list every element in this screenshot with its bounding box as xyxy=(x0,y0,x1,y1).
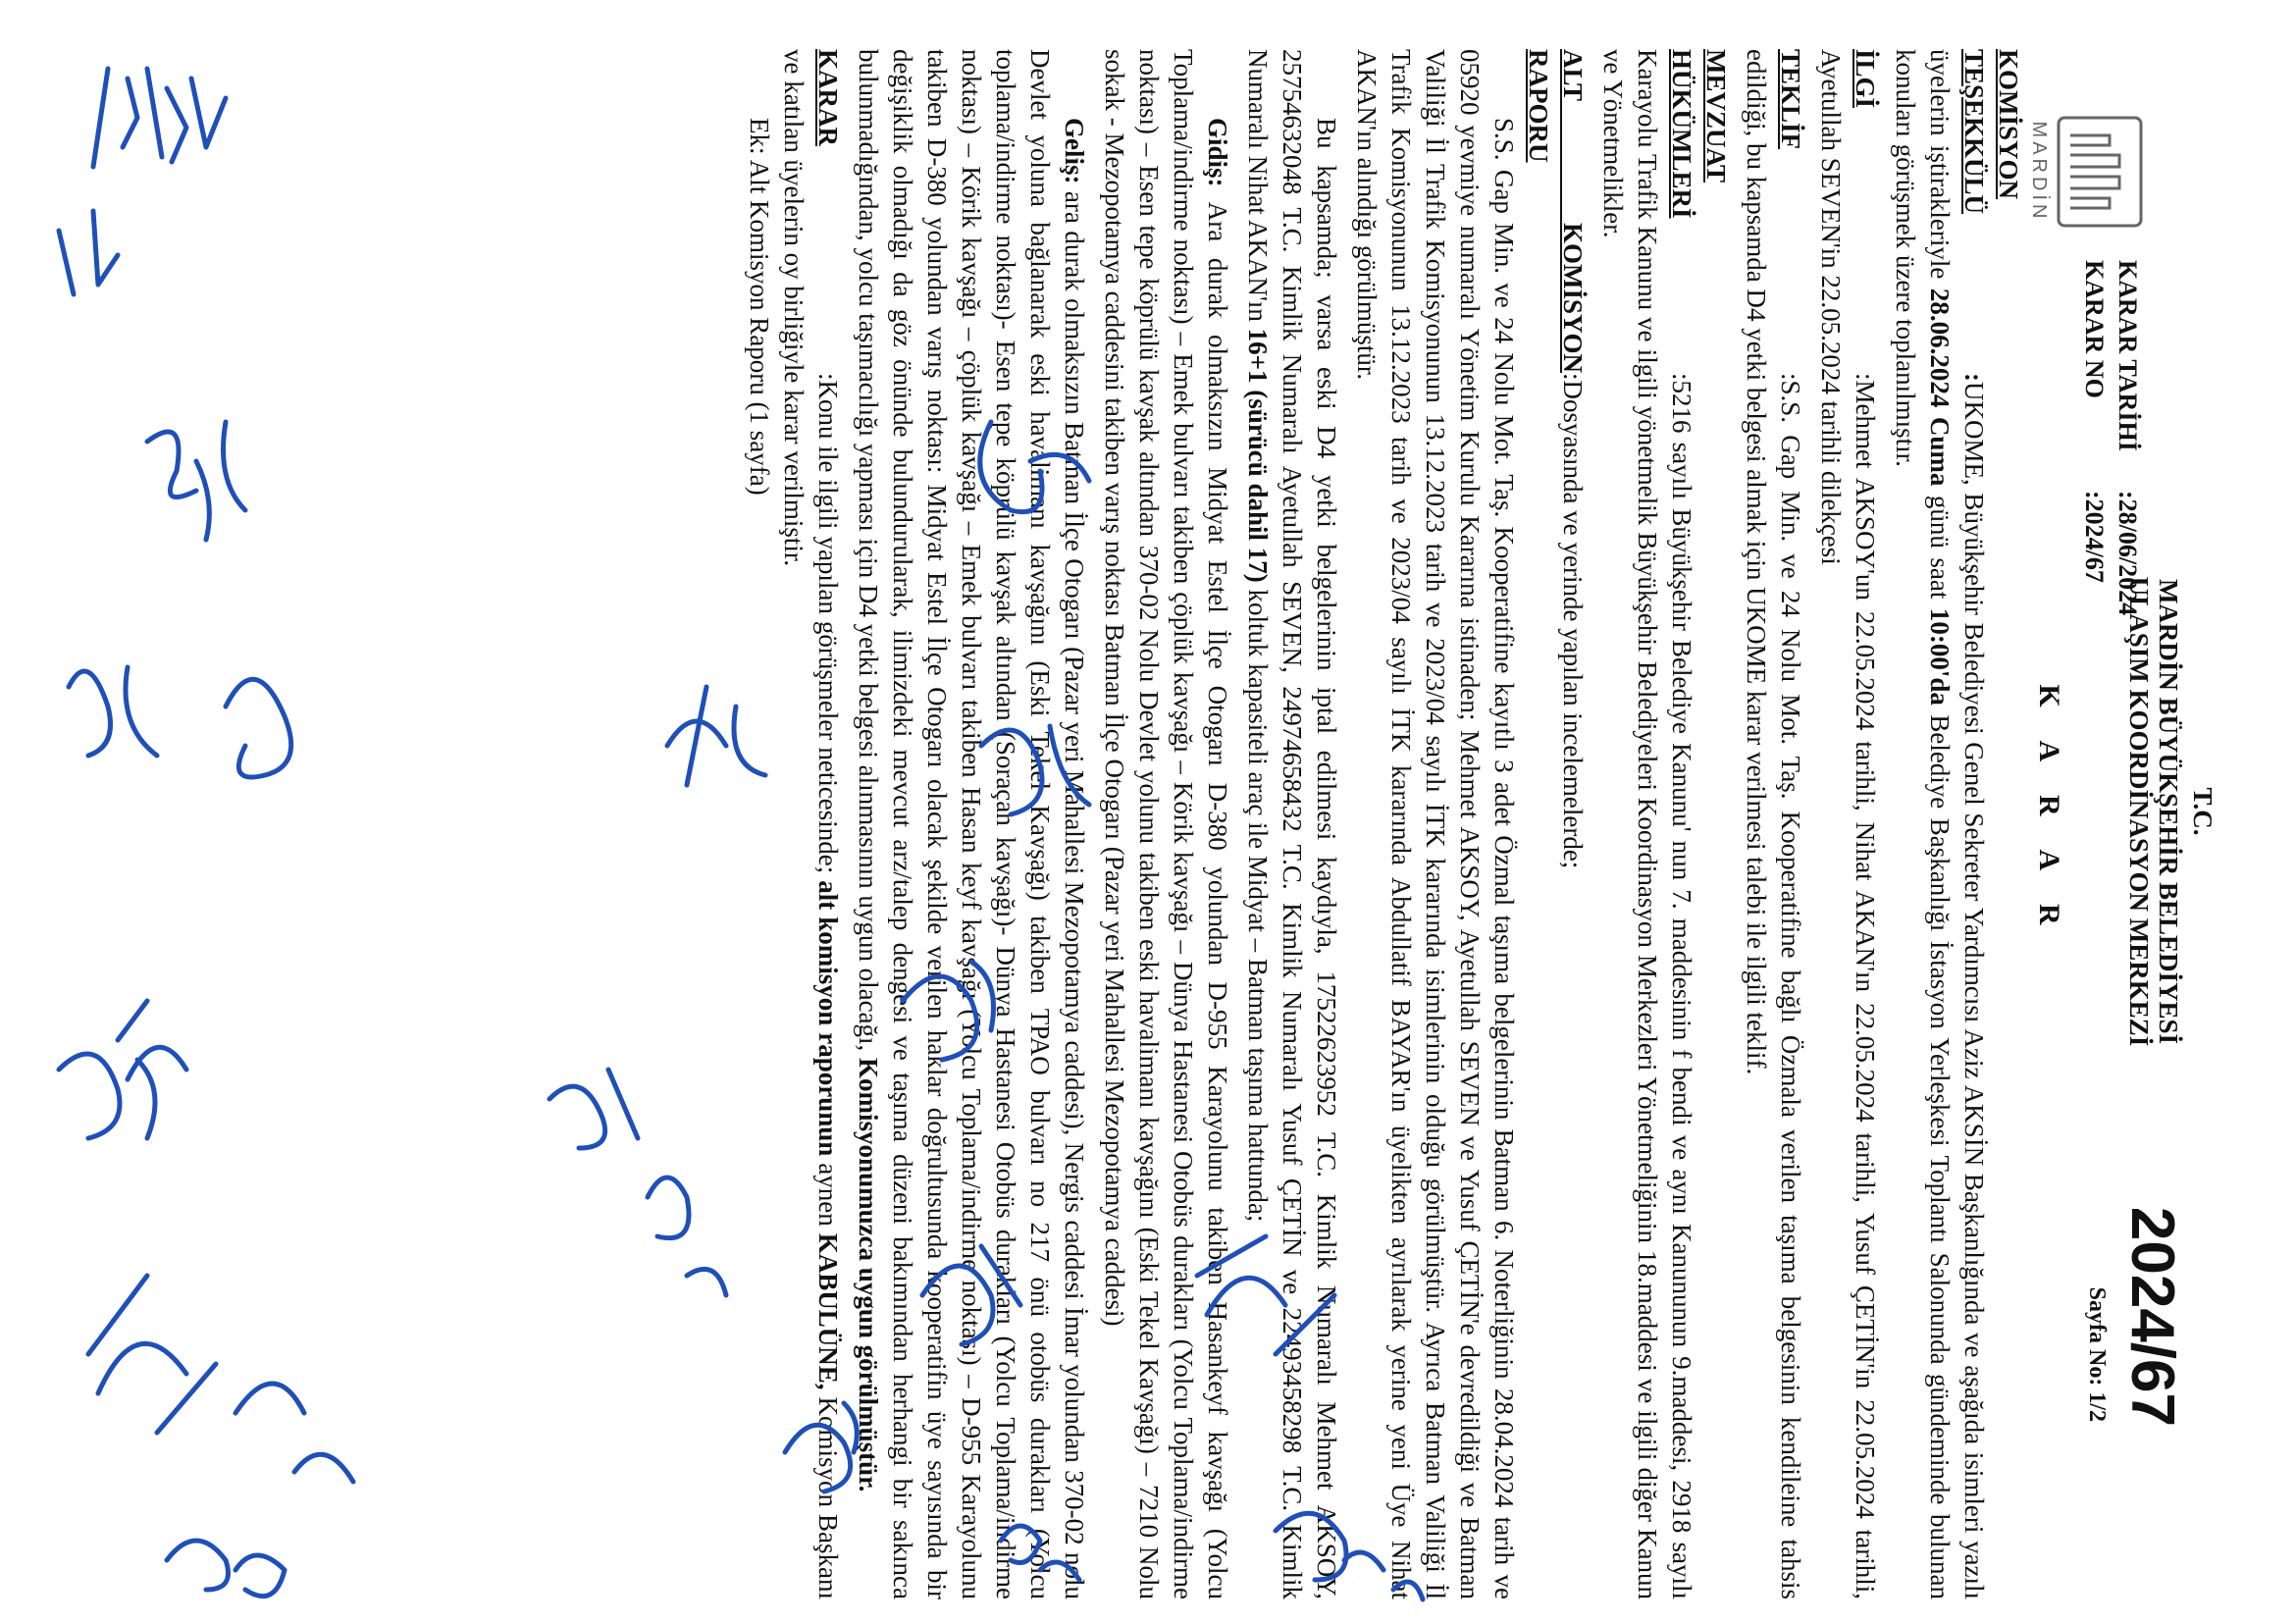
ilgi-label: İLGİ xyxy=(1851,49,1880,109)
section-gidis xyxy=(1097,49,1234,1599)
karar-text-1: :Konu ile ilgili yapılan görüşmeler neticesinde; xyxy=(813,373,843,881)
section-gelis xyxy=(851,49,1091,1599)
gelis-label: Geliş: xyxy=(1060,118,1089,184)
komisyon-label: KOMİSYON xyxy=(1994,49,2023,200)
gidis-label: Gidiş: xyxy=(1203,118,1232,187)
section-teklif xyxy=(1739,49,1807,1599)
decision-meta xyxy=(2077,260,2144,615)
komisyon-text-2: günü saat xyxy=(1925,486,1955,608)
mevzuat-label-2: HÜKÜMLERİ xyxy=(1667,49,1696,219)
karar-no-value: :2024/67 xyxy=(2080,491,2109,583)
institution-line-1: MARDİN BÜYÜKŞEHİR BELEDİYESİ xyxy=(2154,578,2183,1045)
document-number: 2024/67 xyxy=(2118,1206,2186,1427)
karar-tarihi-value: :28/06/2024 xyxy=(2113,491,2142,616)
teklif-text: :S.S. Gap Min. ve 24 Nolu Mot. Taş. Kooperatifine bağlı Özmala verilen taşıma belgesinin kendileine tahsis edildiği, bu kapsamda D4 yetki belgesi almak için UKOME karar verilmesi talebi ile ilgili teklif. xyxy=(1742,49,1805,1599)
svg-text:MARDİN: MARDİN xyxy=(2028,121,2050,223)
teklif-label: TEKLİF xyxy=(1776,49,1805,150)
karar-text-3: Komisyon Başkanı ve katılan üyelerin oy birliğiyle karar verilmiştir. xyxy=(779,49,843,1600)
komisyon-label-2: TEŞEKKÜLÜ xyxy=(1959,49,1989,215)
tc-heading: T.C. xyxy=(2188,787,2218,836)
karar-bold-1: alt komisyon raporunun xyxy=(813,880,843,1157)
komisyon-colon: : xyxy=(1959,373,1989,382)
karar-tarihi-label: KARAR TARİHİ xyxy=(2113,260,2142,451)
gelis-conclusion: Komisyonumuzca uygun görülmüştür. xyxy=(854,1058,883,1492)
section-alt-komisyon xyxy=(1349,49,1590,1599)
komisyon-text-3: Belediye Başkanlığı İstasyon Yerleşkesi Toplantı Salonunda gündeminde bulunan konuları görüşmek üzere toplanılmıştır. xyxy=(1891,49,1955,1599)
karar-bold-2: KABULÜNE, xyxy=(813,1232,843,1390)
komisyon-date: 28.06.2024 Cuma xyxy=(1925,288,1955,487)
kapsam-text: Bu kapsamda; varsa eski D4 yetki belgelerinin iptal edilmesi kaydıyla, 17522623952 T.C. Kimlik Numaralı Mehmet AKSOY, 25754632048 T.C. Kimlik Numaralı Ayetullah SEVEN, 24974658432 T.C. Kimlik Numaralı Yusuf ÇETİN ve 22493458298 T.C. Kimlik Numaralı Nihat AKAN'ın xyxy=(1243,49,1341,1599)
karar-no-label: KARAR NO xyxy=(2080,260,2109,398)
institution-line-2: ULAŞIM KOORDİNASYON MERKEZİ xyxy=(2124,576,2154,1047)
ilgi-text: :Mehmet AKSOY'un 22.05.2024 tarihli, Nihat AKAN'ın 22.05.2024 tarihli, Yusuf ÇETİN'in 22.05.2024 tarihli, Ayetullah SEVEN'in 22.05.2024 tarihli dilekçesi xyxy=(1816,49,1880,1599)
komisyon-time: 10:00'da xyxy=(1925,607,1955,706)
section-kapsam xyxy=(1240,49,1343,1599)
document-body xyxy=(742,49,2031,1599)
ek-text: Ek: Alt Komisyon Raporu (1 sayfa) xyxy=(745,118,774,496)
karar-label: KARAR xyxy=(813,49,843,146)
section-komisyon xyxy=(1888,49,2025,1599)
mevzuat-text: :5216 sayılı Büyükşehir Belediye Kanunu' nun 7. maddesinin f bendi ve aynı Kanununun 9.maddesi, 2918 sayılı Karayolu Trafik Kanunu ve ilgili yönetmelik Büyükşehir Belediyeleri Koordinasyon Merkezleri Yönetmeliğinin 18.maddesi ve ilgili diğer Kanun ve Yönetmelikler. xyxy=(1598,49,1696,1599)
alt-komisyon-text: :Dosyasında ve yerinde yapılan incelemelerde; xyxy=(1558,373,1588,869)
kapsam-end: koltuk kapasiteli araç ile Midyat – Batman taşıma hattunda; xyxy=(1243,582,1273,1223)
alt-komisyon-label: ALT KOMİSYON RAPORU xyxy=(1524,49,1588,373)
document-title: K A R A R xyxy=(2033,684,2065,939)
karar-text-2: aynen xyxy=(813,1156,843,1233)
alt-komisyon-paragraph: S.S. Gap Min. ve 24 Nolu Mot. Taş. Kooperatifine kayıtlı 3 adet Özmal taşıma belgelerinin Batman 6. Noterliğinin 28.04.2024 tarih ve 05920 yevmiye numaralı Yönetim Kurulu Kararına istinaden; Mehmet AKSOY, Ayetullah SEVEN ve Yusuf ÇETİN'e devredildiği ve Batman Valiliği İl Trafik Komisyonunun 13.12.2023 tarih ve 2023/04 sayılı İTK kararında isimlerinin olduğu görülmüştür. Ayrıca Batman Valiliği İl Trafik Komisyonunun 13.12.2023 tarih ve 2023/04 sayılı İTK kararında Abdullatif BAYAR'ın üyelikten ayrılarak yerine yeni Üye Nihat AKAN'ın alındığı görülmüştür. xyxy=(1352,49,1519,1599)
section-ilgi xyxy=(1813,49,1882,1599)
section-mevzuat xyxy=(1595,49,1733,1599)
kapsam-capacity: 16+1 (sürücü dahil 17) xyxy=(1243,328,1273,583)
gelis-text: ara durak olmaksızın Batman İlçe Otogarı (Pazar yeri Mahallesi Mezopotamya caddesi), Nergis caddesi İmar yolundan 370-02 nolu Devlet yoluna bağlanarak eski havalimanı kavşağını (Eski Tekel Kavşağı) takiben TPAO bulvarı no 217 önü otobüs durakları (Yolcu toplama/indirme noktası)- Esen tepe köprülü kavşak altından (Soraçan kavşağı)- Dünya Hastanesi Otobüs durakları (Yolcu Toplama/indirme noktası) – Körik kavşağı – çöplük kavşağı – Emek bulvarı takiben Hasan keyf kavşağı (Yolcu Toplama/indirme noktası) – D-955 Karayolunu takiben D-380 yolundan varış noktası: Midyat Estel İlçe Otogarı olacak şekilde verilen haklar doğrultusunda kooperatifin üye sayısında bir değişiklik olmadığı da göz önünde bulundurularak, ilimizdeki mevcut arz/talep dengesi ve taşıma düzeni bakımından herhangi bir sakınca bulunmadığından, yolcu taşımacılığı yapması için D4 yetki belgesi alınmasının uygun olacağı, xyxy=(854,49,1089,1599)
page-number: Sayfa No: 1/2 xyxy=(2084,1286,2110,1422)
komisyon-text-1: UKOME, Büyükşehir Belediyesi Genel Sekreter Yardımcısı Aziz AKSİN Başkanlığında ve aşağıda isimleri yazılı üyelerin iştirakleriyle xyxy=(1925,49,1989,1599)
mevzuat-label: MEVZUAT xyxy=(1701,49,1731,183)
section-karar xyxy=(742,49,845,1599)
gidis-text: Ara durak olmaksızın Midyat Estel İlçe Otogarı D-380 yolundan D-955 Karayolunu takiben Hasankeyf kavşağı (Yolcu Toplama/indirme noktası) – Emek bulvarı takiben çöplük kavşağı – Körik kavşağı – Dünya Hastanesi Otobüs durakları (Yolcu Toplama/indirme noktası) – Esen tepe köprülü kavşak altından 370-02 Nolu Devlet yolunu takiben eski havalimanı kavşağını (Eski Tekel Kavşağı) – 7210 Nolu sokak - Mezopotamya caddesini takiben varış noktası Batman İlçe Otogarı (Pazar yeri Mahallesi Mezopotamya caddesi) xyxy=(1100,49,1232,1599)
